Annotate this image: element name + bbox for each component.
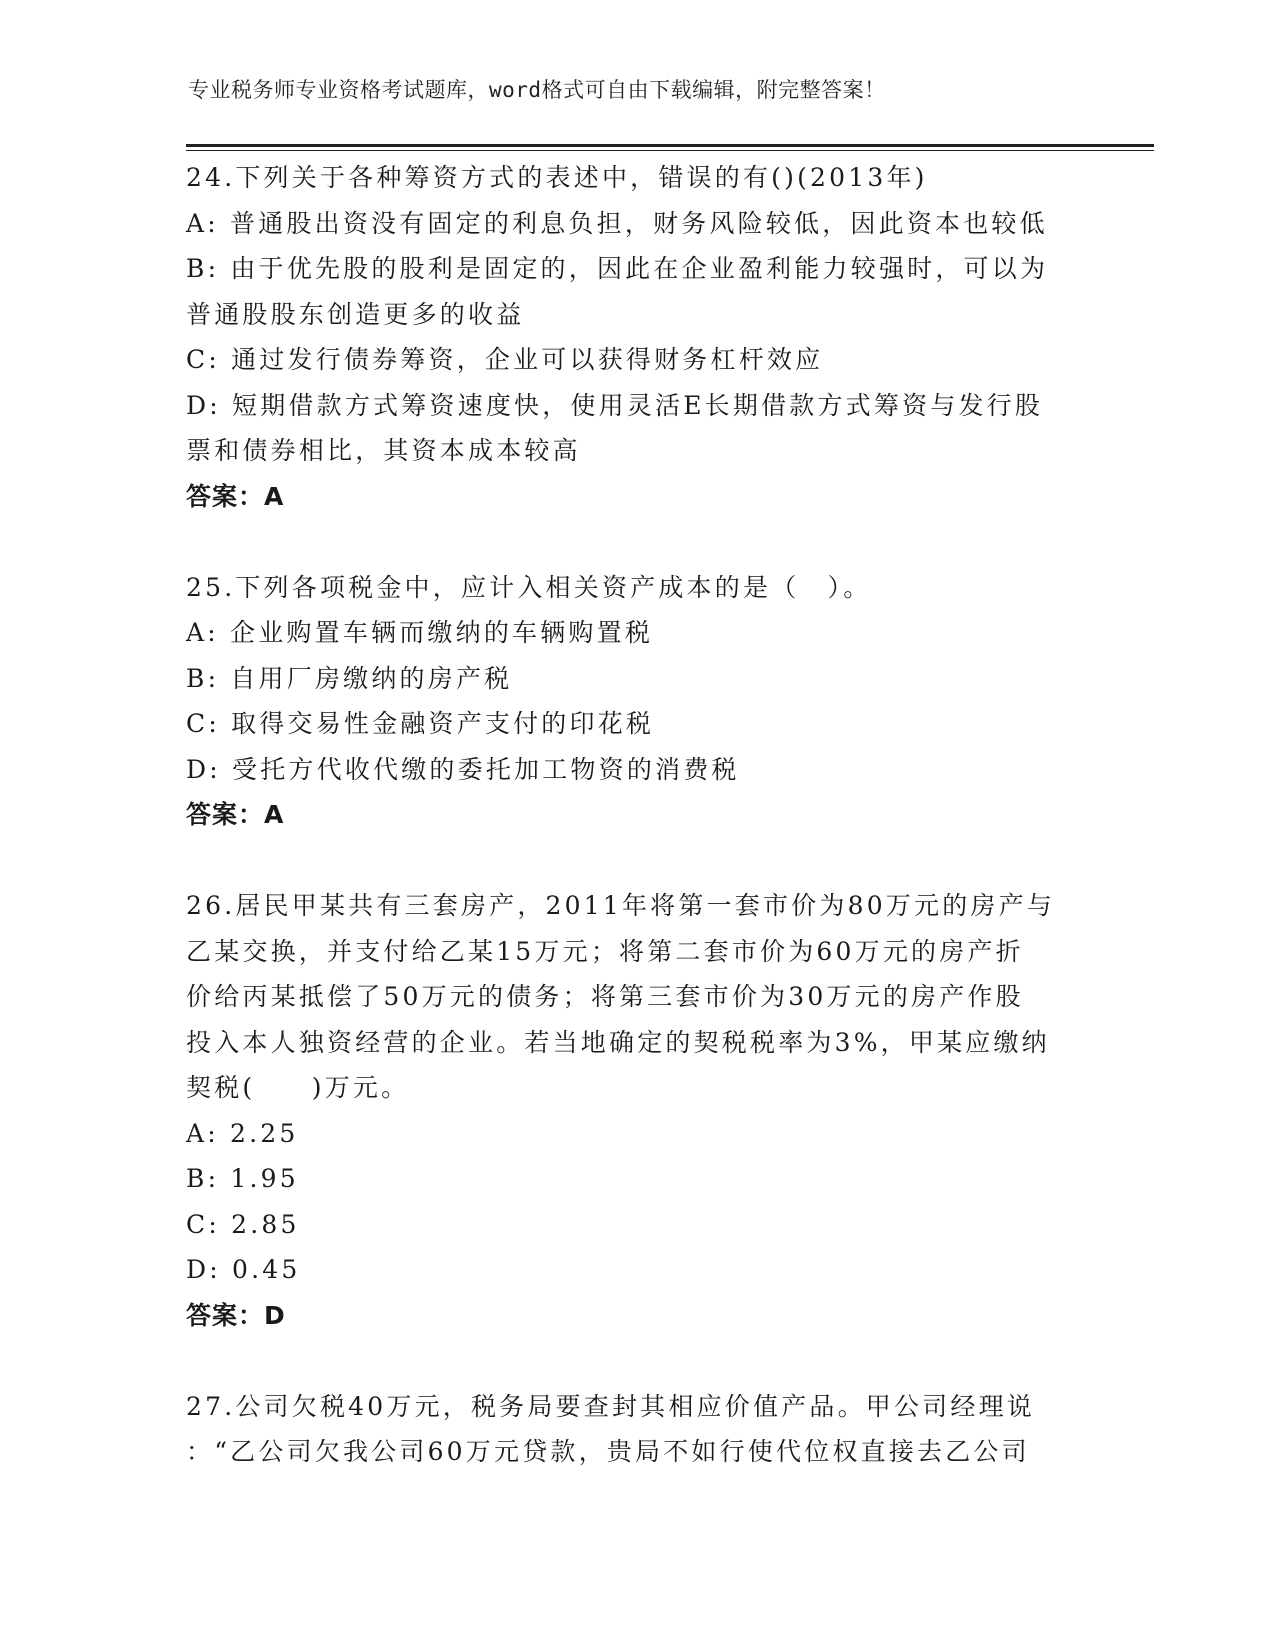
question-stem-continued: 契税( )万元。	[186, 1073, 410, 1102]
option-a: A: 2.25	[186, 1118, 299, 1148]
option-a: A: 企业购置车辆而缴纳的车辆购置税	[186, 618, 654, 647]
question-25	[186, 565, 1066, 838]
page-header: 专业税务师专业资格考试题库，word格式可自由下载编辑，附完整答案！	[188, 78, 886, 102]
question-stem-continued: ：“乙公司欠我公司60万元贷款，贵局不如行使代位权直接去乙公司	[186, 1437, 1030, 1466]
option-d: D: 短期借款方式筹资速度快，使用灵活E长期借款方式筹资与发行股	[186, 390, 1044, 420]
option-b: B: 由于优先股的股利是固定的，因此在企业盈利能力较强时，可以为	[186, 254, 1049, 283]
answer: 答案：D	[186, 1300, 286, 1330]
answer: 答案：A	[186, 481, 285, 511]
question-stem: 24.下列关于各种筹资方式的表述中，错误的有()(2013年)	[186, 163, 928, 192]
option-c: C: 2.85	[186, 1209, 300, 1239]
option-d: D: 0.45	[186, 1255, 301, 1284]
option-b: B: 自用厂房缴纳的房产税	[186, 663, 513, 693]
question-stem: 26.居民甲某共有三套房产，2011年将第一套市价为80万元的房产与	[186, 891, 1055, 920]
question-stem: 25.下列各项税金中，应计入相关资产成本的是（ ）。	[186, 572, 872, 602]
answer: 答案：A	[186, 800, 285, 829]
option-c: C: 通过发行债券筹资，企业可以获得财务杠杆效应	[186, 345, 824, 374]
question-stem: 27.公司欠税40万元，税务局要查封其相应价值产品。甲公司经理说	[186, 1391, 1035, 1421]
question-stem-continued: 投入本人独资经营的企业。若当地确定的契税税率为3%，甲某应缴纳	[186, 1027, 1050, 1057]
question-stem-continued: 价给丙某抵偿了50万元的债务；将第三套市价为30万元的房产作股	[186, 982, 1024, 1011]
header-rule-thick	[186, 144, 1154, 147]
question-stem-continued: 乙某交换，并支付给乙某15万元；将第二套市价为60万元的房产折	[186, 936, 1024, 966]
option-c: C: 取得交易性金融资产支付的印花税	[186, 709, 655, 738]
option-b-continued: 普通股股东创造更多的收益	[186, 299, 525, 329]
option-a: A: 普通股出资没有固定的利息负担，财务风险较低，因此资本也较低	[186, 208, 1048, 238]
question-24	[186, 155, 1066, 519]
option-d: D: 受托方代收代缴的委托加工物资的消费税	[186, 754, 740, 784]
option-d-continued: 票和债券相比，其资本成本较高	[186, 436, 581, 465]
option-b: B: 1.95	[186, 1164, 299, 1193]
question-27	[186, 1384, 1066, 1475]
question-list	[186, 155, 1066, 1475]
question-26	[186, 883, 1066, 1338]
header-rule-thin	[186, 150, 1154, 151]
